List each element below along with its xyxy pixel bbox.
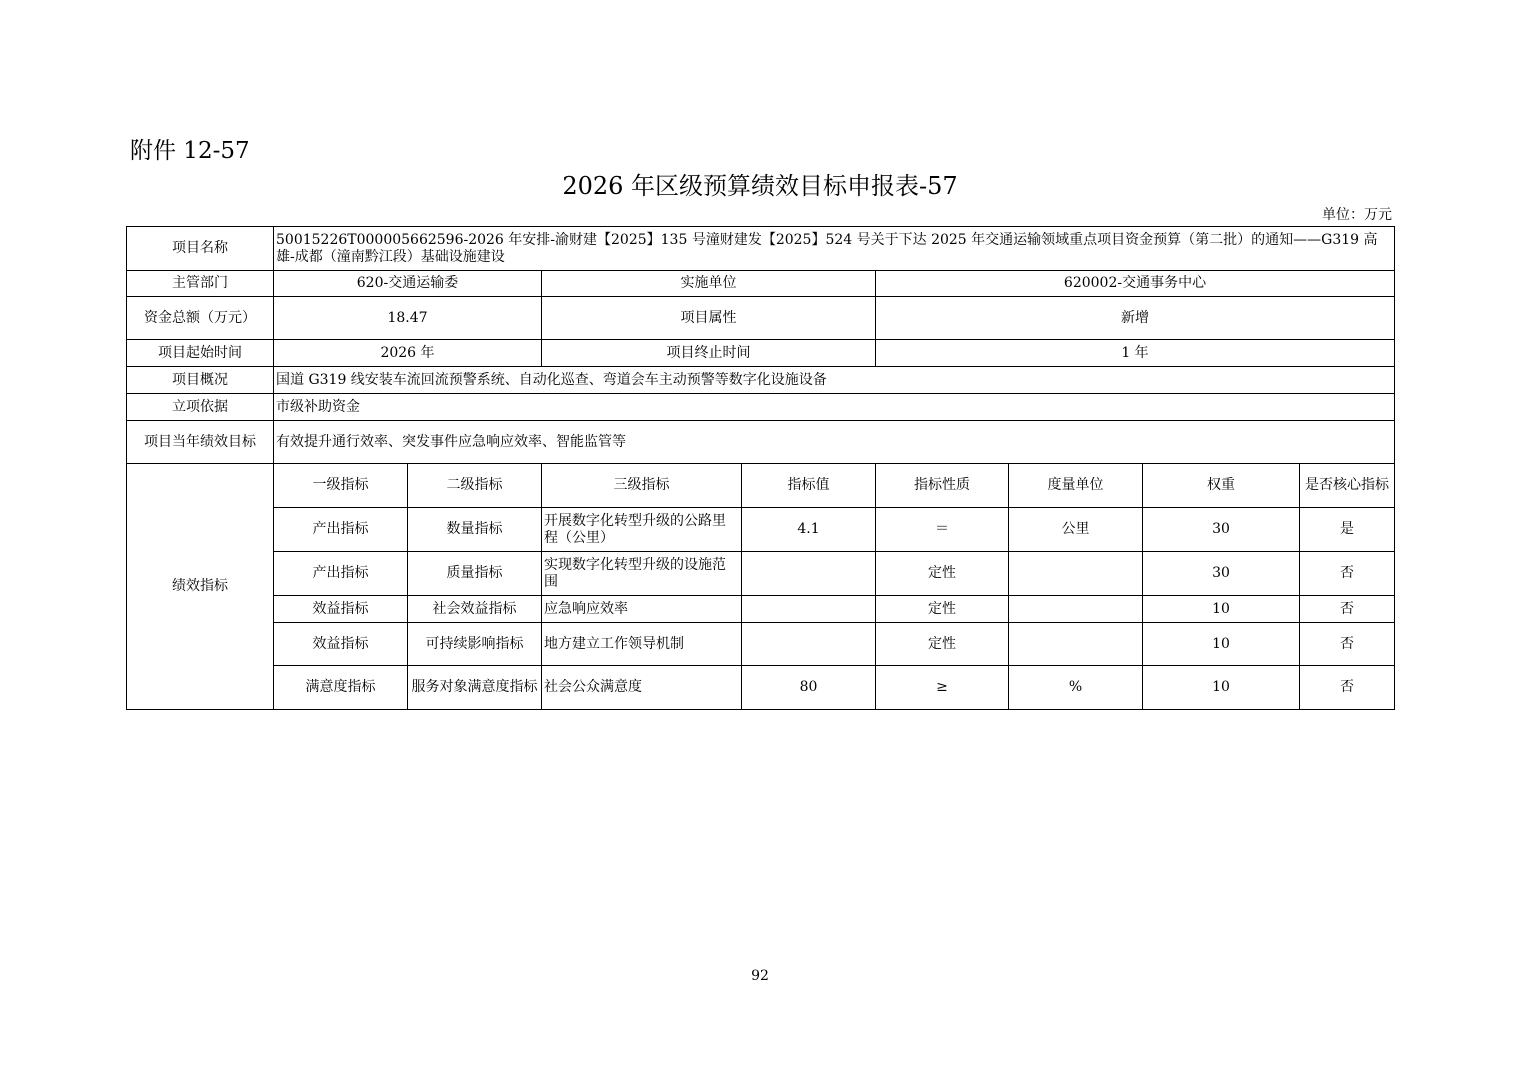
start-time-label: 项目起始时间	[127, 340, 274, 367]
indicator-cell: 地方建立工作领导机制	[542, 623, 742, 666]
indicator-row	[127, 508, 1395, 552]
project-attr-label: 项目属性	[542, 297, 876, 340]
funds-value: 18.47	[274, 297, 542, 340]
indicator-cell: 10	[1143, 596, 1300, 623]
attachment-number: 附件 12-57	[130, 138, 250, 164]
period-row	[127, 340, 1395, 367]
header-cell: 是否核心指标	[1300, 464, 1395, 508]
overview-row	[127, 367, 1395, 394]
indicator-cell: 30	[1143, 508, 1300, 552]
indicator-cell: 定性	[876, 552, 1009, 596]
department-label: 主管部门	[127, 271, 274, 297]
indicator-cell: 开展数字化转型升级的公路里程（公里）	[542, 508, 742, 552]
indicator-row	[127, 623, 1395, 666]
indicator-cell: 10	[1143, 666, 1300, 710]
header-cell: 二级指标	[408, 464, 542, 508]
indicator-cell: 满意度指标	[274, 666, 408, 710]
unit-label: 单位：万元	[1322, 207, 1392, 223]
start-time-value: 2026 年	[274, 340, 542, 367]
indicator-cell: 服务对象满意度指标	[408, 666, 542, 710]
indicator-cell	[1009, 623, 1143, 666]
indicator-cell: 实现数字化转型升级的设施范围	[542, 552, 742, 596]
indicator-cell: 产出指标	[274, 508, 408, 552]
funds-label: 资金总额（万元）	[127, 297, 274, 340]
overview-value: 国道 G319 线安装车流回流预警系统、自动化巡查、弯道会车主动预警等数字化设施设备	[274, 367, 1395, 394]
indicator-cell: ≥	[876, 666, 1009, 710]
goal-row	[127, 421, 1395, 464]
indicator-cell: 定性	[876, 623, 1009, 666]
indicator-cell	[742, 552, 876, 596]
project-attr-value: 新增	[876, 297, 1395, 340]
end-time-label: 项目终止时间	[542, 340, 876, 367]
impl-unit-value: 620002-交通事务中心	[876, 271, 1395, 297]
indicator-cell: 否	[1300, 623, 1395, 666]
page-number: 92	[751, 968, 769, 984]
overview-label: 项目概况	[127, 367, 274, 394]
indicator-cell: 否	[1300, 666, 1395, 710]
project-name-value: 50015226T000005662596-2026 年安排-渝财建【2025】135 号潼财建发【2025】524 号关于下达 2025 年交通运输领域重点项目资金预算（第二批）的通知——G319 高雄-成都（潼南黔江段）基础设施建设	[274, 227, 1395, 271]
department-value: 620-交通运输委	[274, 271, 542, 297]
indicator-cell	[1009, 596, 1143, 623]
header-cell: 三级指标	[542, 464, 742, 508]
page-title: 2026 年区级预算绩效目标申报表-57	[562, 172, 958, 200]
indicator-cell	[742, 596, 876, 623]
goal-value: 有效提升通行效率、突发事件应急响应效率、智能监管等	[274, 421, 1395, 464]
basis-row	[127, 394, 1395, 421]
indicator-cell: 产出指标	[274, 552, 408, 596]
project-name-label: 项目名称	[127, 227, 274, 271]
end-time-value: 1 年	[876, 340, 1395, 367]
indicator-header-row	[127, 464, 1395, 508]
basis-label: 立项依据	[127, 394, 274, 421]
budget-table	[126, 226, 1395, 710]
indicator-cell: ＝	[876, 508, 1009, 552]
project-name-row	[127, 227, 1395, 271]
indicator-cell: 是	[1300, 508, 1395, 552]
indicator-cell	[1009, 552, 1143, 596]
indicator-cell: %	[1009, 666, 1143, 710]
indicator-cell: 公里	[1009, 508, 1143, 552]
indicator-cell: 否	[1300, 552, 1395, 596]
basis-value: 市级补助资金	[274, 394, 1395, 421]
indicator-cell: 10	[1143, 623, 1300, 666]
indicator-row	[127, 596, 1395, 623]
indicator-cell: 社会公众满意度	[542, 666, 742, 710]
indicator-cell: 80	[742, 666, 876, 710]
indicator-cell: 定性	[876, 596, 1009, 623]
funds-row	[127, 297, 1395, 340]
indicator-cell: 应急响应效率	[542, 596, 742, 623]
indicator-cell: 4.1	[742, 508, 876, 552]
goal-label: 项目当年绩效目标	[127, 421, 274, 464]
indicator-cell: 数量指标	[408, 508, 542, 552]
header-cell: 一级指标	[274, 464, 408, 508]
indicator-cell: 社会效益指标	[408, 596, 542, 623]
indicator-cell: 质量指标	[408, 552, 542, 596]
indicator-row	[127, 552, 1395, 596]
impl-unit-label: 实施单位	[542, 271, 876, 297]
indicator-cell: 30	[1143, 552, 1300, 596]
indicator-cell: 效益指标	[274, 623, 408, 666]
indicator-cell: 效益指标	[274, 596, 408, 623]
header-cell: 指标值	[742, 464, 876, 508]
indicator-cell: 可持续影响指标	[408, 623, 542, 666]
header-cell: 度量单位	[1009, 464, 1143, 508]
header-cell: 指标性质	[876, 464, 1009, 508]
department-row	[127, 271, 1395, 297]
indicator-row	[127, 666, 1395, 710]
indicator-cell	[742, 623, 876, 666]
indicator-cell: 否	[1300, 596, 1395, 623]
header-cell: 权重	[1143, 464, 1300, 508]
indicators-label: 绩效指标	[127, 464, 274, 710]
